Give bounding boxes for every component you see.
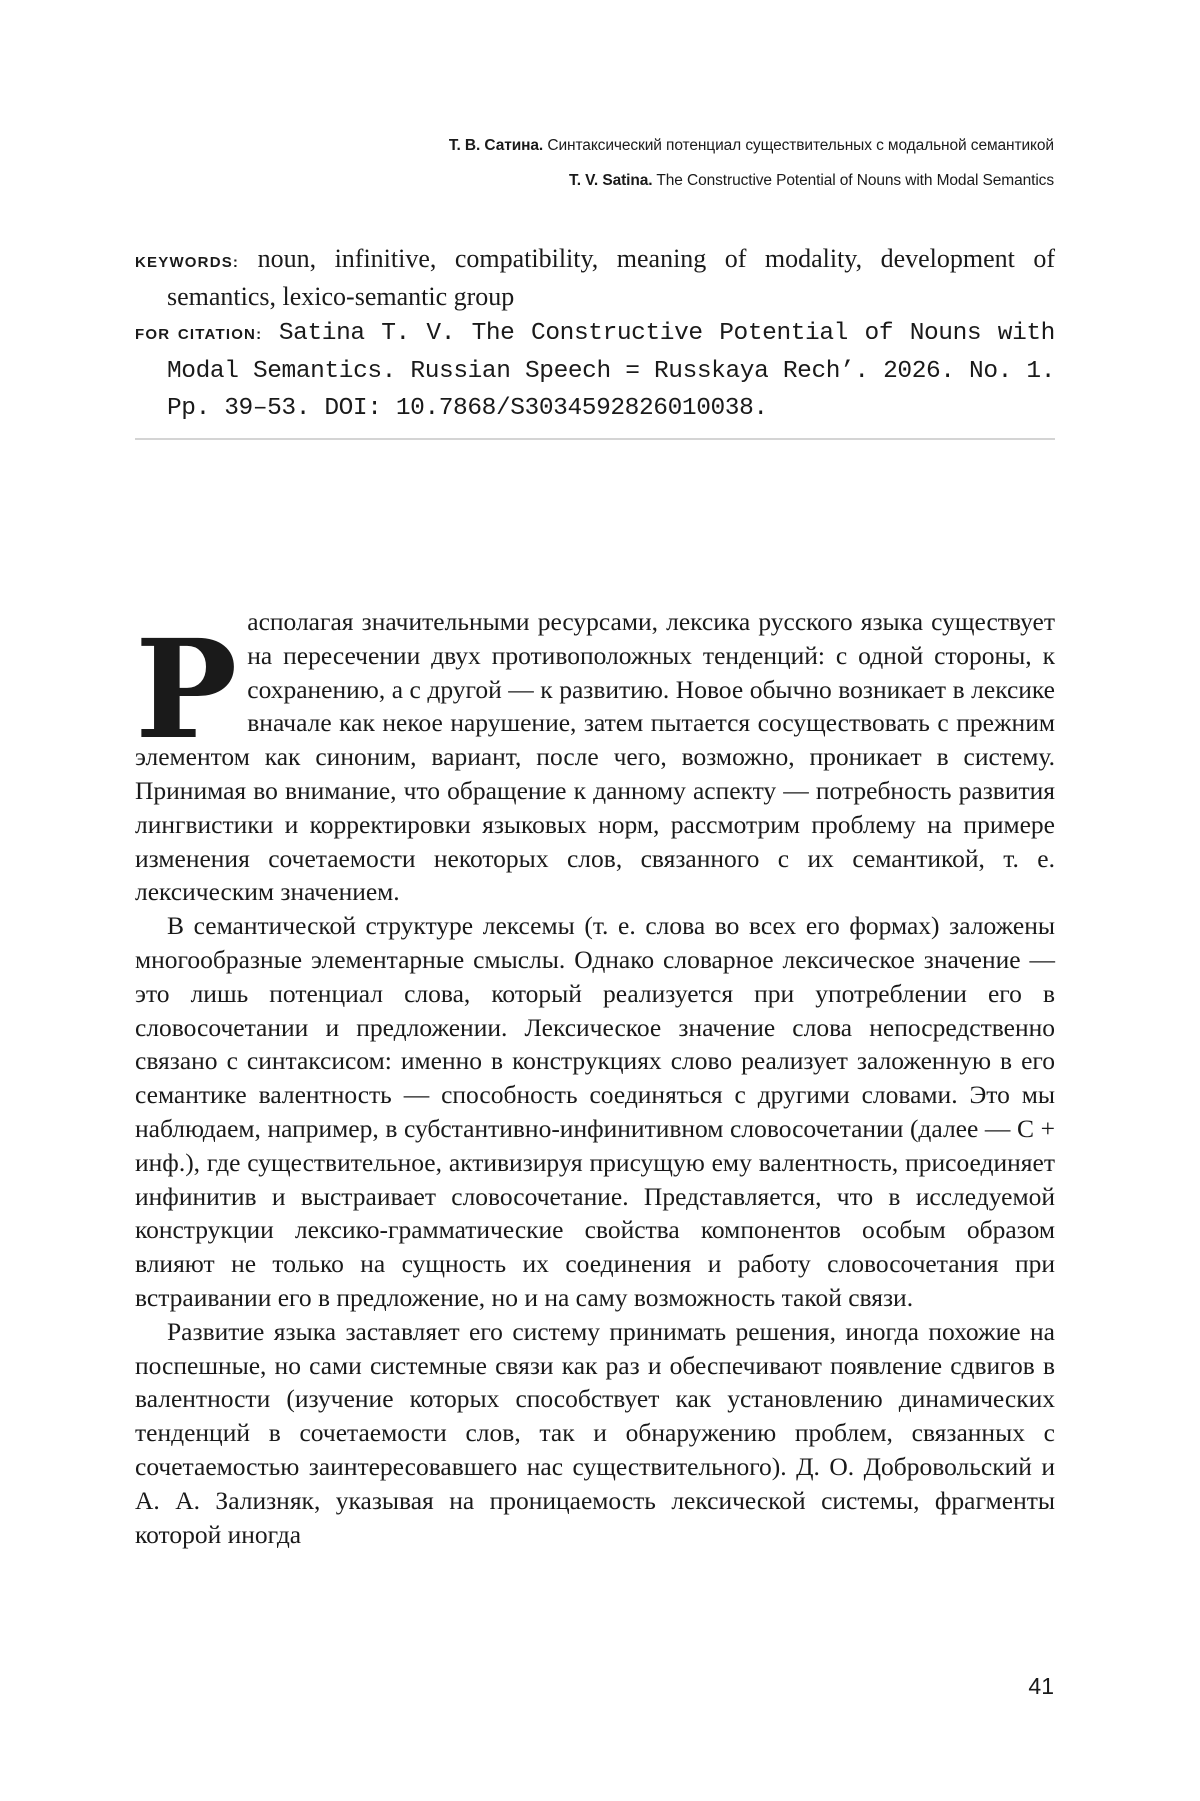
paragraph-1 — [135, 605, 1055, 909]
divider — [135, 438, 1055, 440]
header-en-title: The Constructive Potential of Nouns with Modal Semantics — [652, 172, 1054, 189]
article-body — [135, 605, 1055, 1551]
running-header-ru — [449, 128, 1054, 163]
paragraph-1-text: асполагая значительными ресурсами, лексика русского языка существует на пересечении двух противоположных тенденций: с одной стороны, к сохранению, а с другой — к развитию. Новое обычно возникает в лексике вначале как некое нарушение, затем пытается сосуществовать с прежним элементом как синоним, вариант, после чего, возможно, проникает в систему. Принимая во внимание, что обращение к данному аспекту — потребность развития лингвистики и корректировки языковых норм, рассмотрим проблему на примере изменения сочетаемости некоторых слов, связанного с их семантикой, т. е. лексическим значением. — [135, 607, 1055, 907]
keywords-text: noun, infinitive, compatibility, meaning of modality, development of semantics, lexico-semantic group — [167, 244, 1055, 311]
paragraph-2: В семантической структуре лексемы (т. е. слова во всех его формах) заложены многообразные элементарные смыслы. Однако словарное лексическое значение — это лишь потенциал слова, который реализуется при употреблении его в словосочетании и предложении. Лексическое значение слова непосредственно связано с синтаксисом: именно в конструкциях слово реализует заложенную в его семантике валентность — способность соединяться с другими словами. Это мы наблюдаем, например, в субстантивно-инфинитивном словосочетании (далее — С + инф.), где существительное, активизируя присущую ему валентность, присоединяет инфинитив и выстраивает словосочетание. Представляется, что в исследуемой конструкции лексико-грамматические свойства компонентов особым образом влияют не только на сущность их соединения и работу словосочетания при встраивании его в предложение, но и на саму возможность такой связи. — [135, 911, 1055, 1312]
citation — [135, 314, 1055, 426]
page-number: 41 — [1028, 1673, 1054, 1699]
running-header — [449, 128, 1054, 198]
article-meta — [135, 242, 1055, 426]
keywords-label: KEYWORDS: — [135, 254, 240, 271]
citation-text: Satina T. V. The Constructive Potential of Nouns with Modal Semantics. Russian Speech = Russkaya Rech’. 2026. No. 1. Pp. 39–53. DOI: 10.7868/S3034592826010038. — [167, 320, 1055, 422]
header-ru-author: Т. В. Сатина. — [448, 137, 544, 154]
drop-cap: Р — [135, 610, 238, 770]
running-header-en — [449, 163, 1054, 198]
keywords — [135, 242, 1055, 314]
header-ru-title: Синтаксический потенциал существительных с модальной семантикой — [543, 137, 1054, 154]
citation-label: FOR CITATION: — [135, 326, 263, 343]
paragraph-3: Развитие языка заставляет его систему принимать решения, иногда похожие на поспешные, но сами системные связи как раз и обеспечивают появление сдвигов в валентности (изучение которых способствует как установлению динамических тенденций в сочетаемости слов, так и обнаружению проблем, связанных с сочетаемостью заинтересовавшего нас существительного). Д. О. Добровольский и А. А. Зализняк, указывая на проницаемость лексической системы, фрагменты которой иногда — [135, 1316, 1055, 1549]
header-en-author: T. V. Satina. — [569, 172, 653, 189]
